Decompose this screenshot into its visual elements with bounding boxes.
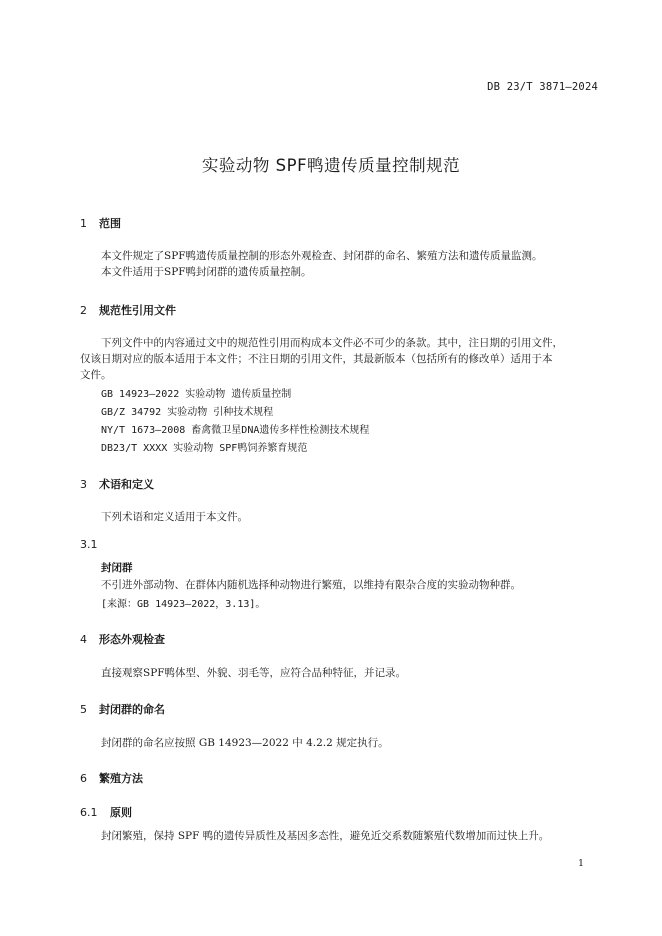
section-1-heading [80, 215, 121, 231]
section-2-title: 规范性引用文件 [99, 304, 176, 317]
section-5-number: 5 [80, 703, 87, 716]
term-definition: 不引进外部动物、在群体内随机选择种动物进行繁殖，以维持有限杂合度的实验动物种群。 [101, 579, 521, 591]
section-2-heading [80, 302, 176, 318]
section-2-intro-line-1: 下列文件中的内容通过文中的规范性引用而构成本文件必不可少的条款。其中，注日期的引用文件， [101, 337, 563, 349]
section-1-paragraph-2: 本文件适用于SPF鸭封闭群的遗传质量控制。 [101, 266, 312, 278]
section-3-paragraph-1: 下列术语和定义适用于本文件。 [101, 511, 248, 523]
reference-item: GB 14923—2022 实验动物 遗传质量控制 [101, 389, 292, 400]
subsection-3-1-number: 3.1 [80, 538, 98, 551]
section-6-title: 繁殖方法 [99, 772, 143, 785]
section-5-title: 封闭群的命名 [99, 703, 165, 716]
section-5-paragraph-1: 封闭群的命名应按照 GB 14923—2022 中 4.2.2 规定执行。 [101, 737, 389, 749]
document-code: DB 23/T 3871—2024 [487, 81, 598, 93]
section-3-heading [80, 476, 154, 492]
section-1-paragraph-1: 本文件规定了SPF鸭遗传质量控制的形态外观检查、封闭群的命名、繁殖方法和遗传质量监测。 [101, 250, 543, 262]
subsection-6-1-heading [80, 804, 132, 820]
section-2-intro-line-3: 文件。 [80, 369, 112, 381]
section-4-title: 形态外观检查 [99, 633, 165, 646]
section-2-intro-line-2: 仅该日期对应的版本适用于本文件；不注日期的引用文件，其最新版本（包括所有的修改单）适用于本 [80, 353, 553, 365]
section-1-title: 范围 [99, 217, 121, 230]
subsection-6-1-title: 原则 [110, 806, 132, 819]
section-4-heading [80, 631, 165, 647]
reference-item: NY/T 1673—2008 畜禽微卫星DNA遗传多样性检测技术规程 [101, 425, 370, 436]
document-title: 实验动物 SPF鸭遗传质量控制规范 [201, 156, 461, 175]
section-5-heading [80, 701, 165, 717]
section-2-number: 2 [80, 304, 87, 317]
section-4-paragraph-1: 直接观察SPF鸭体型、外貌、羽毛等，应符合品种特征，并记录。 [101, 667, 407, 679]
section-6-paragraph-1: 封闭繁殖，保持 SPF 鸭的遗传异质性及基因多态性，避免近交系数随繁殖代数增加而过快上升。 [101, 830, 550, 842]
page-number: 1 [578, 858, 585, 869]
reference-item: GB/Z 34792 实验动物 引种技术规程 [101, 407, 274, 418]
term-name: 封闭群 [101, 562, 133, 574]
section-4-number: 4 [80, 633, 87, 646]
section-3-number: 3 [80, 478, 87, 491]
section-6-heading [80, 770, 143, 786]
section-1-number: 1 [80, 217, 87, 230]
section-6-number: 6 [80, 772, 87, 785]
reference-item: DB23/T XXXX 实验动物 SPF鸭饲养繁育规范 [101, 443, 308, 454]
term-source: [来源：GB 14923—2022，3.13]。 [101, 599, 266, 610]
section-3-title: 术语和定义 [99, 478, 154, 491]
subsection-6-1-number: 6.1 [80, 806, 98, 819]
